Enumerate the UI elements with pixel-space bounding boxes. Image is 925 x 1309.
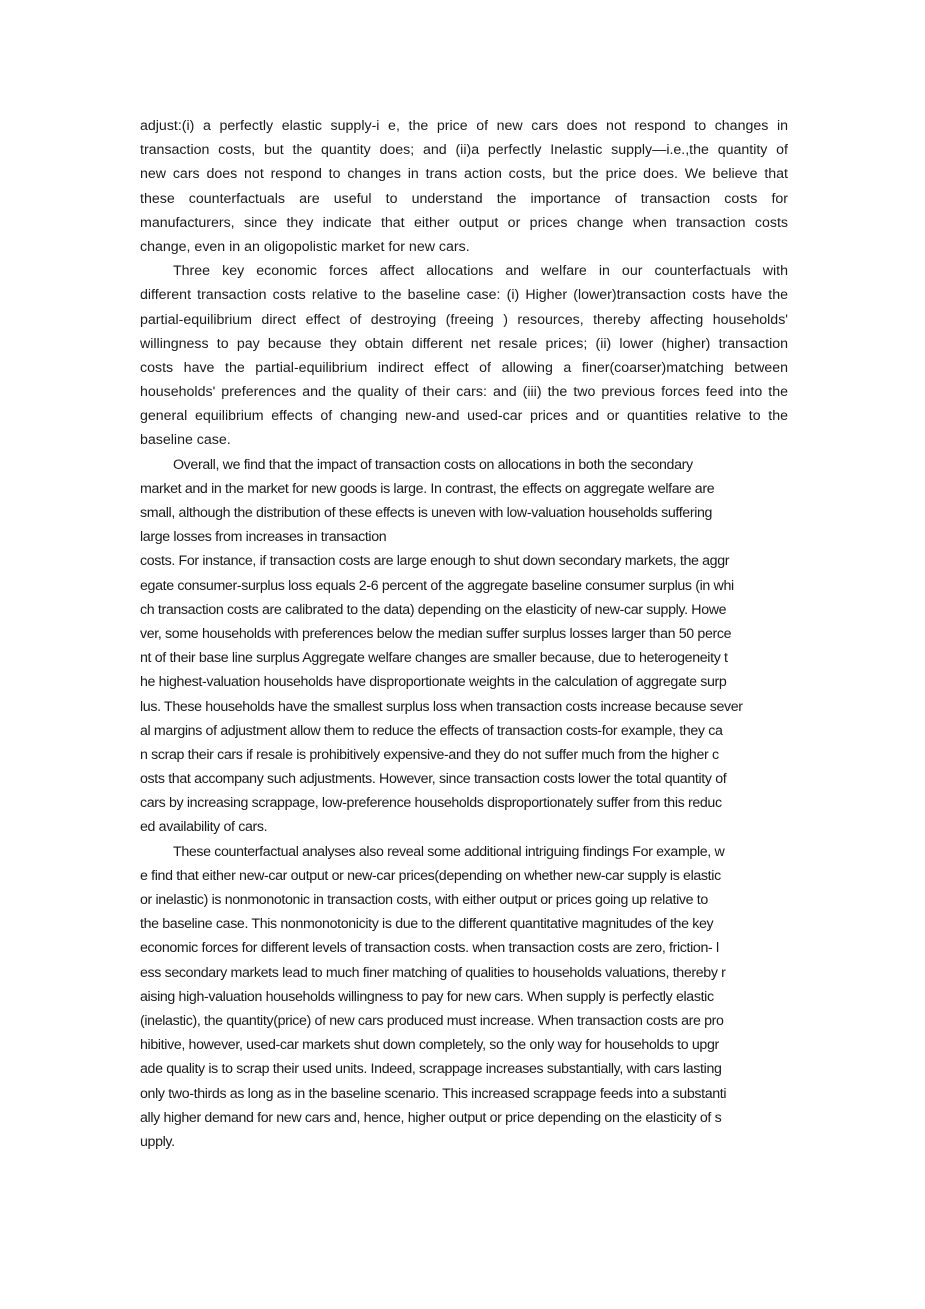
text-line: cars by increasing scrappage, low-preference households disproportionately suffer from this reduc xyxy=(140,795,722,812)
paragraph-3 xyxy=(140,453,788,840)
text-line: baseline case. xyxy=(140,432,231,449)
text-line: the baseline case. This nonmonotonicity is due to the different quantitative magnitudes of the key xyxy=(140,916,714,933)
text-line: Overall, we find that the impact of transaction costs on allocations in both the secondary xyxy=(173,456,693,473)
text-line: n scrap their cars if resale is prohibitively expensive-and they do not suffer much from the higher c xyxy=(140,746,719,763)
text-line: ess secondary markets lead to much finer matching of qualities to households valuations, thereby r xyxy=(140,964,726,981)
text-line: nt of their base line surplus Aggregate welfare changes are smaller because, due to heterogeneity t xyxy=(140,650,728,667)
text-line: manufacturers, since they indicate that either output or prices change when transaction costs xyxy=(140,214,788,231)
text-line: these counterfactuals are useful to understand the importance of transaction costs for xyxy=(140,190,788,207)
text-line: only two-thirds as long as in the baseline scenario. This increased scrappage feeds into a substanti xyxy=(140,1085,727,1102)
text-line: egate consumer-surplus loss equals 2-6 percent of the aggregate baseline consumer surplus (in whi xyxy=(140,577,734,594)
text-line: market and in the market for new goods is large. In contrast, the effects on aggregate welfare are xyxy=(140,480,715,497)
text-line: e find that either new-car output or new-car prices(depending on whether new-car supply is elastic xyxy=(140,867,721,884)
text-line: ed availability of cars. xyxy=(140,819,268,836)
text-line: he highest-valuation households have disproportionate weights in the calculation of aggregate surp xyxy=(140,674,727,691)
paragraph-4 xyxy=(140,840,788,1154)
text-line: aising high-valuation households willingness to pay for new cars. When supply is perfectly elastic xyxy=(140,988,714,1005)
text-line: (inelastic), the quantity(price) of new cars produced must increase. When transaction costs are pro xyxy=(140,1012,724,1029)
text-line: willingness to pay because they obtain different net resale prices; (ii) lower (higher) transaction xyxy=(140,335,788,352)
text-line: new cars does not respond to changes in trans action costs, but the price does. We believe that xyxy=(140,166,788,183)
text-line: ch transaction costs are calibrated to the data) depending on the elasticity of new-car supply. Howe xyxy=(140,601,727,618)
text-line: different transaction costs relative to the baseline case: (i) Higher (lower)transaction costs have the xyxy=(140,287,788,304)
text-line: general equilibrium effects of changing new-and used-car prices and or quantities relative to the xyxy=(140,408,788,425)
text-line: partial-equilibrium direct effect of destroying (freeing ) resources, thereby affecting households' xyxy=(140,311,788,328)
paragraph-1 xyxy=(140,114,788,259)
paragraph-2 xyxy=(140,259,788,453)
text-line: or inelastic) is nonmonotonic in transaction costs, with either output or prices going up relative to xyxy=(140,892,708,908)
text-line: economic forces for different levels of transaction costs. when transaction costs are zero, friction- l xyxy=(140,940,719,957)
text-line: costs have the partial-equilibrium indirect effect of allowing a finer(coarser)matching between xyxy=(140,359,788,376)
text-line: hibitive, however, used-car markets shut down completely, so the only way for households to upgr xyxy=(140,1037,719,1054)
text-line: households' preferences and the quality of their cars: and (iii) the two previous forces feed into the xyxy=(140,384,788,401)
body-text xyxy=(140,114,788,1154)
text-line: Three key economic forces affect allocations and welfare in our counterfactuals with xyxy=(173,263,788,280)
text-line: small, although the distribution of these effects is uneven with low-valuation households suffering xyxy=(140,505,713,521)
text-line: costs. For instance, if transaction costs are large enough to shut down secondary markets, the aggr xyxy=(140,553,730,570)
text-line: al margins of adjustment allow them to reduce the effects of transaction costs-for example, they ca xyxy=(140,722,723,739)
text-line: change, even in an oligopolistic market for new cars. xyxy=(140,238,470,255)
text-line: These counterfactual analyses also reveal some additional intriguing findings For example, w xyxy=(173,843,725,860)
text-line: adjust:(i) a perfectly elastic supply-i e, the price of new cars does not respond to changes in xyxy=(140,118,788,134)
text-line: transaction costs, but the quantity does; and (ii)a perfectly Inelastic supply—i.e.,the quantity of xyxy=(140,142,788,159)
text-line: lus. These households have the smallest surplus loss when transaction costs increase because sever xyxy=(140,698,743,715)
text-line: osts that accompany such adjustments. However, since transaction costs lower the total quantity of xyxy=(140,771,727,788)
text-line: ally higher demand for new cars and, hence, higher output or price depending on the elasticity of s xyxy=(140,1109,722,1126)
text-line: large losses from increases in transaction xyxy=(140,529,387,546)
text-line: upply. xyxy=(140,1133,175,1150)
text-line: ade quality is to scrap their used units. Indeed, scrappage increases substantially, with cars lasting xyxy=(140,1061,722,1078)
text-line: ver, some households with preferences below the median suffer surplus losses larger than 50 perce xyxy=(140,625,732,642)
